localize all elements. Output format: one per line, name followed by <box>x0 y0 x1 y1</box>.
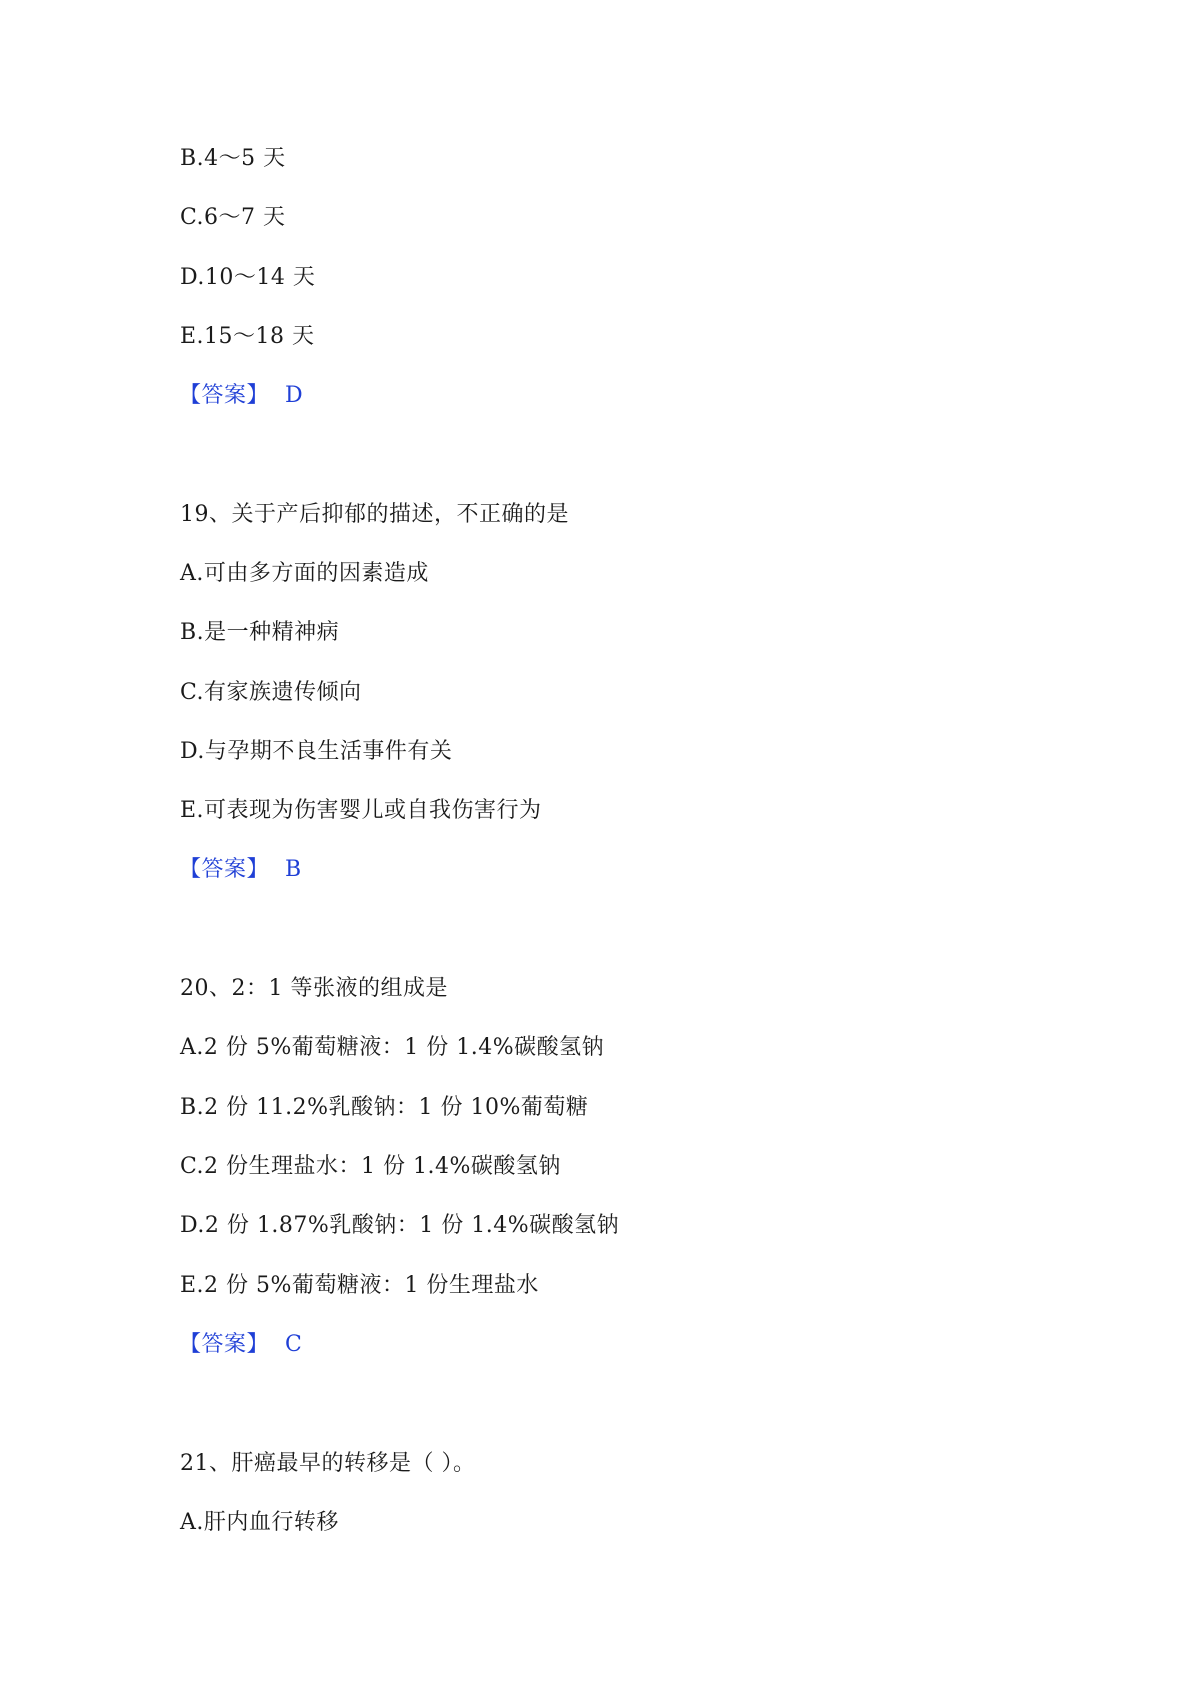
q18-option-e: E.15～18 天 <box>180 324 315 349</box>
q18-option-c: C.6～7 天 <box>180 205 286 230</box>
q19-option-d: D.与孕期不良生活事件有关 <box>180 739 453 764</box>
answer-value: D <box>285 383 304 408</box>
q20-option-d: D.2 份 1.87%乳酸钠：1 份 1.4%碳酸氢钠 <box>180 1213 620 1238</box>
q20-option-c: C.2 份生理盐水：1 份 1.4%碳酸氢钠 <box>180 1154 561 1179</box>
q20-option-e: E.2 份 5%葡萄糖液：1 份生理盐水 <box>180 1273 539 1298</box>
answer-label: 【答案】 <box>179 383 270 408</box>
q19-option-c: C.有家族遗传倾向 <box>180 680 362 705</box>
q20-option-b: B.2 份 11.2%乳酸钠：1 份 10%葡萄糖 <box>180 1095 589 1120</box>
answer-label: 【答案】 <box>179 857 270 882</box>
answer-value: C <box>285 1332 303 1357</box>
answer-label: 【答案】 <box>179 1332 270 1357</box>
q18-answer <box>179 381 303 411</box>
q19-answer <box>179 855 302 885</box>
q19-question: 19、关于产后抑郁的描述，不正确的是 <box>180 502 569 527</box>
q18-option-d: D.10～14 天 <box>180 265 316 290</box>
q19-option-a: A.可由多方面的因素造成 <box>180 561 429 586</box>
q21-question: 21、肝癌最早的转移是（ ）。 <box>180 1451 476 1476</box>
q21-option-a: A.肝内血行转移 <box>180 1510 339 1535</box>
q20-answer <box>179 1330 302 1360</box>
q20-question: 20、2：1 等张液的组成是 <box>180 976 448 1001</box>
answer-value: B <box>285 857 302 882</box>
q18-option-b: B.4～5 天 <box>180 146 286 171</box>
q19-option-e: E.可表现为伤害婴儿或自我伤害行为 <box>180 798 542 823</box>
q20-option-a: A.2 份 5%葡萄糖液：1 份 1.4%碳酸氢钠 <box>180 1035 605 1060</box>
q19-option-b: B.是一种精神病 <box>180 620 340 645</box>
